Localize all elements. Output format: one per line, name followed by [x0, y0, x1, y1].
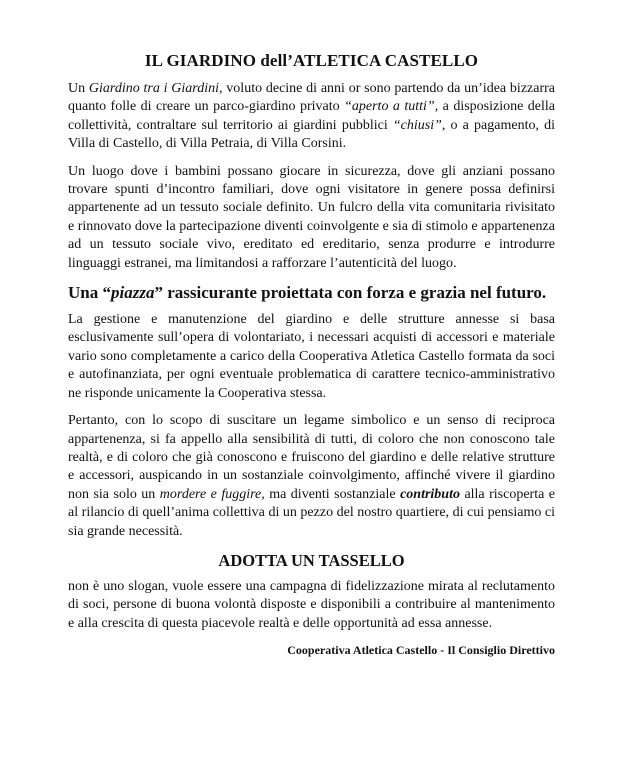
- text: Pertanto, con lo scopo di suscitare un legame simbolico e un senso di reciproca appartenenza, si fa appello alla sensibilità di tutti, di coloro che non conoscono tale realtà, e di coloro che già conoscono e fruiscono del giardino e delle relative strutture e accessori, auspicando in un sostanziale coinvolgimento, affinché vivere il giardino non sia solo un: [68, 413, 555, 502]
- document-title: IL GIARDINO dell’ATLETICA CASTELLO: [144, 51, 479, 70]
- campaign-heading: ADOTTA UN TASSELLO: [218, 550, 405, 570]
- appeal-paragraph: [68, 412, 555, 541]
- italic-quote: “chiusi”: [392, 117, 442, 133]
- italic-quote: “aperto a tutti”: [344, 99, 435, 115]
- text: Una “: [68, 283, 111, 303]
- italic-word: piazza: [110, 283, 155, 303]
- document-page: [68, 50, 555, 658]
- text: , a disposizione della collettività, contraltare sul territorio ai giardini pubblici: [68, 99, 556, 133]
- text: , voluto decine di anni or sono partendo da un’idea bizzarra quanto folle di creare un parco-giardino privato: [68, 81, 555, 115]
- signature: Cooperativa Atletica Castello - Il Consiglio Direttivo: [287, 643, 555, 658]
- campaign-paragraph: non è uno slogan, vuole essere una campagna di fidelizzazione mirata al reclutamento di soci, persone di buona volontà disposte e disponibili a contribuire al mantenimento e alla crescita di questa piacevole realtà e delle opportunità ad essa annesse.: [68, 578, 555, 631]
- management-paragraph: La gestione e manutenzione del giardino e delle strutture annesse si basa esclusivamente sull’opera di volontariato, i necessari acquisti di accessori e materiale vario sono completamente a carico della Cooperativa Atletica Castello formata da soci e autofinanziata, per ogni eventuale problematica di carattere tecnico-amministrativo ne risponde unicamente la Cooperativa stessa.: [68, 312, 555, 401]
- intro-paragraph: [68, 80, 555, 154]
- section-subheading: [68, 282, 555, 304]
- text: ma diventi sostanziale: [264, 486, 401, 502]
- text: ” rassicurante proiettata con forza e grazia nel futuro.: [154, 283, 547, 303]
- italic-phrase: mordere e fuggire,: [159, 486, 265, 502]
- community-paragraph: Un luogo dove i bambini possano giocare in sicurezza, dove gli anziani possano trovare spunti d’incontro familiari, dove ogni visitatore in genere possa definirsi appartenente ad un tessuto sociale definito. Un fulcro della vita comunitaria rivisitato e rinnovato dove la partecipazione diventi coinvolgente e sia di stimolo e appartenenza ad un tessuto sociale vivo, ereditato ed ereditario, senza produrre e introdurre linguaggi estranei, ma limitandosi a rafforzare l’autenticità del luogo.: [68, 163, 555, 271]
- italic-phrase: Giardino tra i Giardini: [88, 81, 220, 96]
- bold-italic-word: contributo: [400, 486, 460, 502]
- text: Un: [68, 81, 89, 96]
- text: alla riscoperta e al rilancio di quell’anima collettiva di un pezzo del nostro quartiere, di cui pensiamo ci sia grande necessità.: [68, 486, 555, 539]
- text: , o a pagamento, di Villa di Castello, di Villa Petraia, di Villa Corsini.: [68, 117, 555, 152]
